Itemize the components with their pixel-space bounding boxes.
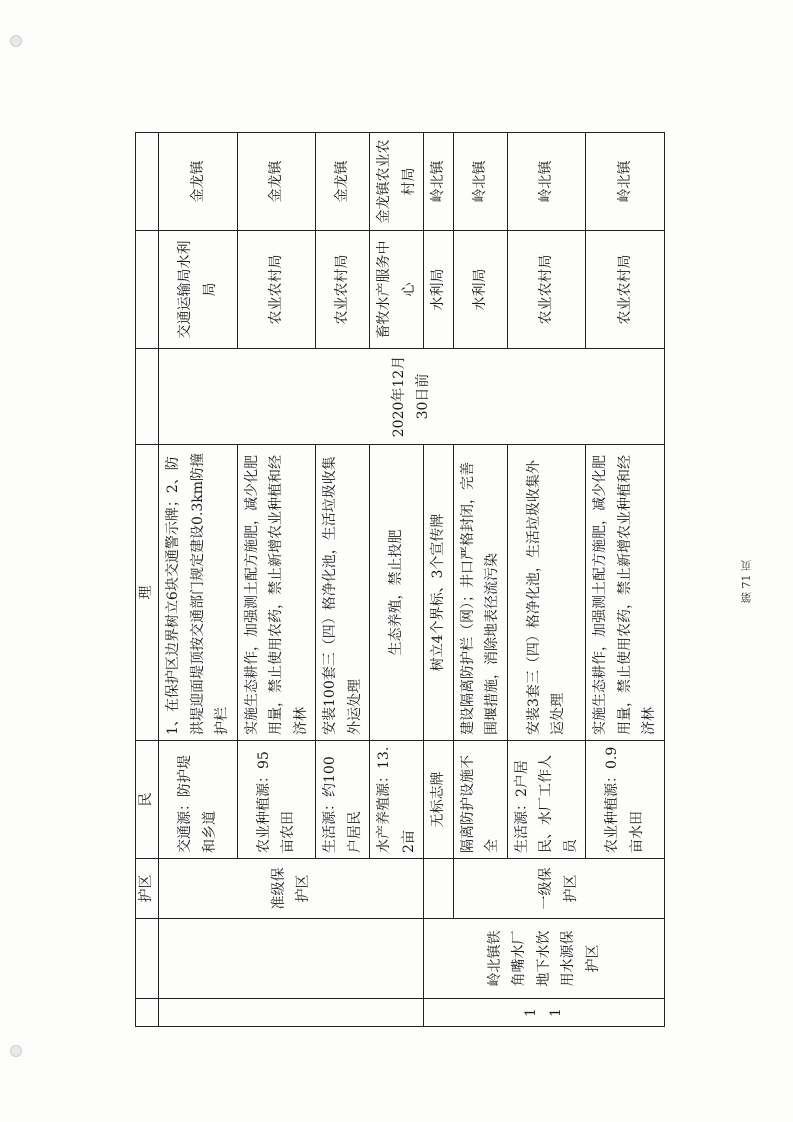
header-blank	[136, 999, 159, 1027]
table-row	[159, 133, 238, 1027]
responsible-town: 金龙镇	[316, 133, 370, 231]
remediation-measure: 1、在保护区边界树立6块交通警示牌；2、防洪堤迎面堤顶按交通部门规定建设0.3km防撞护栏	[159, 445, 238, 741]
responsible-department: 交通运输局水利局	[159, 231, 238, 349]
row-number-blank	[159, 999, 424, 1027]
water-source-name: 岭北镇铁角嘴水厂地下水饮用水源保护区	[424, 919, 665, 999]
pollution-source: 隔离防护设施不全	[453, 741, 507, 859]
pollution-source: 生活源：2户居民、水厂工作人员	[507, 741, 586, 859]
remediation-measure: 安装100套三（四）格净化池，生活垃圾收集外运处理	[316, 445, 370, 741]
pollution-source: 农业种植源：0.9亩水田	[586, 741, 665, 859]
header-li: 理	[136, 445, 159, 741]
responsible-town: 岭北镇	[507, 133, 586, 231]
zone-level-blank	[424, 859, 454, 919]
responsible-department: 农业农村局	[237, 231, 316, 349]
remediation-measure: 树立4个界标、3个宣传牌	[424, 445, 454, 741]
responsible-department: 农业农村局	[316, 231, 370, 349]
responsible-town: 岭北镇	[586, 133, 665, 231]
header-row	[136, 133, 159, 1027]
punch-hole-top	[10, 35, 22, 47]
pollution-source: 水产养殖源：13.2亩	[370, 741, 424, 859]
zone-level-first: 一级保护区	[453, 859, 664, 919]
remediation-measure: 安装3套三（四）格净化池，生活垃圾收集外运处理	[507, 445, 586, 741]
header-blank	[136, 133, 159, 231]
remediation-measure: 实施生态耕作，加强测土配方施肥，减少化肥用量，禁止使用农药，禁止新增农业种植和经济林	[586, 445, 665, 741]
source-name-blank	[159, 919, 424, 999]
pollution-source: 农业种植源：95亩农田	[237, 741, 316, 859]
page-number: 第 71 页	[740, 560, 753, 603]
header-blank	[136, 349, 159, 445]
header-blank	[136, 919, 159, 999]
punch-hole-bottom	[10, 1045, 22, 1057]
remediation-measure: 实施生态耕作，加强测土配方施肥，减少化肥用量，禁止使用农药，禁止新增农业种植和经济林	[237, 445, 316, 741]
protection-measures-table	[135, 132, 665, 1027]
responsible-department: 水利局	[424, 231, 454, 349]
responsible-town: 金龙镇农业农村局	[370, 133, 424, 231]
zone-level-quasi: 准级保护区	[159, 859, 424, 919]
responsible-town: 金龙镇	[159, 133, 238, 231]
header-protect-zone: 护区	[136, 859, 159, 919]
responsible-department: 水利局	[453, 231, 507, 349]
completion-deadline: 2020年12月30日前	[159, 349, 665, 445]
pollution-source: 交通源：防护堤和乡道	[159, 741, 238, 859]
responsible-town: 岭北镇	[424, 133, 454, 231]
row-number: 11	[424, 999, 665, 1027]
responsible-department: 畜牧水产服务中心	[370, 231, 424, 349]
header-min: 民	[136, 741, 159, 859]
responsible-department: 农业农村局	[507, 231, 586, 349]
responsible-town: 金龙镇	[237, 133, 316, 231]
pollution-source: 无标志牌	[424, 741, 454, 859]
pollution-source: 生活源：约100户居民	[316, 741, 370, 859]
responsible-town: 岭北镇	[453, 133, 507, 231]
remediation-measure: 生态养殖，禁止投肥	[370, 445, 424, 741]
header-blank	[136, 231, 159, 349]
rotated-table-container	[135, 133, 657, 1027]
table-row	[453, 133, 507, 1027]
remediation-measure: 建设隔离防护栏（网）；井口严格封闭，完善围堰措施，消除地表径流污染	[453, 445, 507, 741]
responsible-department: 农业农村局	[586, 231, 665, 349]
table-row	[424, 133, 454, 1027]
